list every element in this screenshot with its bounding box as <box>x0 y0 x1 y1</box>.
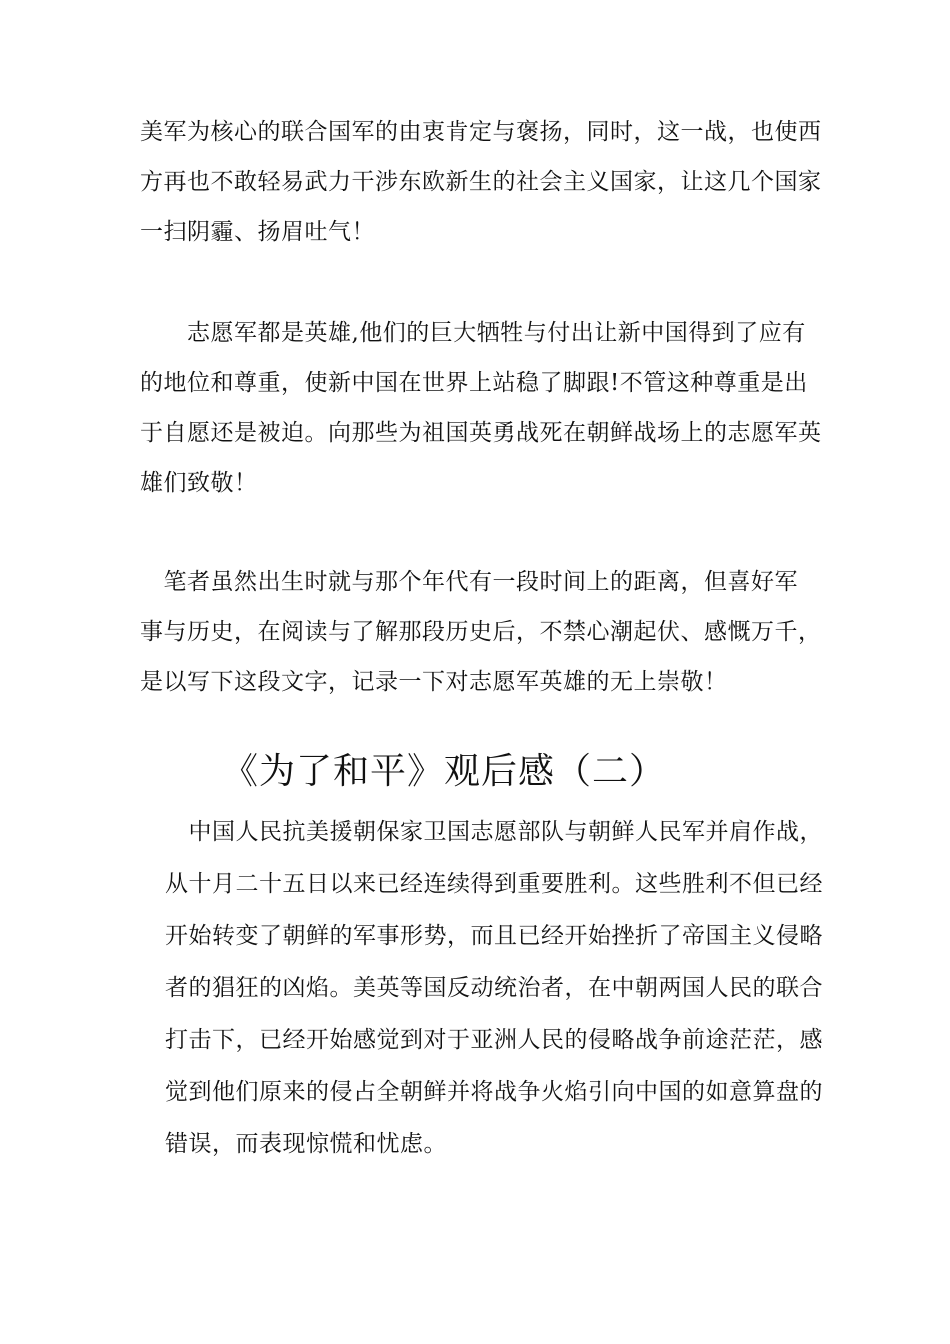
text-line: 雄们致敬！ <box>140 470 258 496</box>
text-line: 中国人民抗美援朝保家卫国志愿部队与朝鲜人民军并肩作战， <box>165 819 823 845</box>
text-line: 觉到他们原来的侵占全朝鲜并将战争火焰引向中国的如意算盘的 <box>165 1079 823 1105</box>
text-line: 的地位和尊重，使新中国在世界上站稳了脚跟!不管这种尊重是出 <box>140 370 808 396</box>
text-line: 志愿军都是英雄,他们的巨大牺牲与付出让新中国得到了应有 <box>140 320 806 346</box>
text-line: 美军为核心的联合国军的由衷肯定与褒扬，同时，这一战，也使西 <box>140 119 822 145</box>
text-line: 于自愿还是被迫。向那些为祖国英勇战死在朝鲜战场上的志愿军英 <box>140 420 822 446</box>
paragraph-3 <box>140 557 822 707</box>
text-line: 从十月二十五日以来已经连续得到重要胜利。这些胜利不但已经 <box>165 871 823 897</box>
text-line: 事与历史，在阅读与了解那段历史后，不禁心潮起伏、感慨万千， <box>140 619 822 645</box>
text-line: 者的猖狂的凶焰。美英等国反动统治者，在中朝两国人民的联合 <box>165 975 823 1001</box>
text-line: 开始转变了朝鲜的军事形势，而且已经开始挫折了帝国主义侵略 <box>165 923 823 949</box>
section-title: 《为了和平》观后感（二） <box>222 751 667 792</box>
paragraph-1 <box>140 107 822 257</box>
text-line: 笔者虽然出生时就与那个年代有一段时间上的距离，但喜好军 <box>140 569 798 595</box>
paragraph-2 <box>140 308 822 508</box>
section-paragraph <box>165 806 823 1170</box>
text-line: 方再也不敢轻易武力干涉东欧新生的社会主义国家，让这几个国家 <box>140 169 822 195</box>
text-line: 打击下，已经开始感觉到对于亚洲人民的侵略战争前途茫茫，感 <box>165 1027 823 1053</box>
text-line: 错误，而表现惊慌和忧虑。 <box>165 1131 447 1157</box>
text-line: 一扫阴霾、扬眉吐气！ <box>140 219 375 245</box>
text-line: 是以写下这段文字，记录一下对志愿军英雄的无上崇敬！ <box>140 669 728 695</box>
